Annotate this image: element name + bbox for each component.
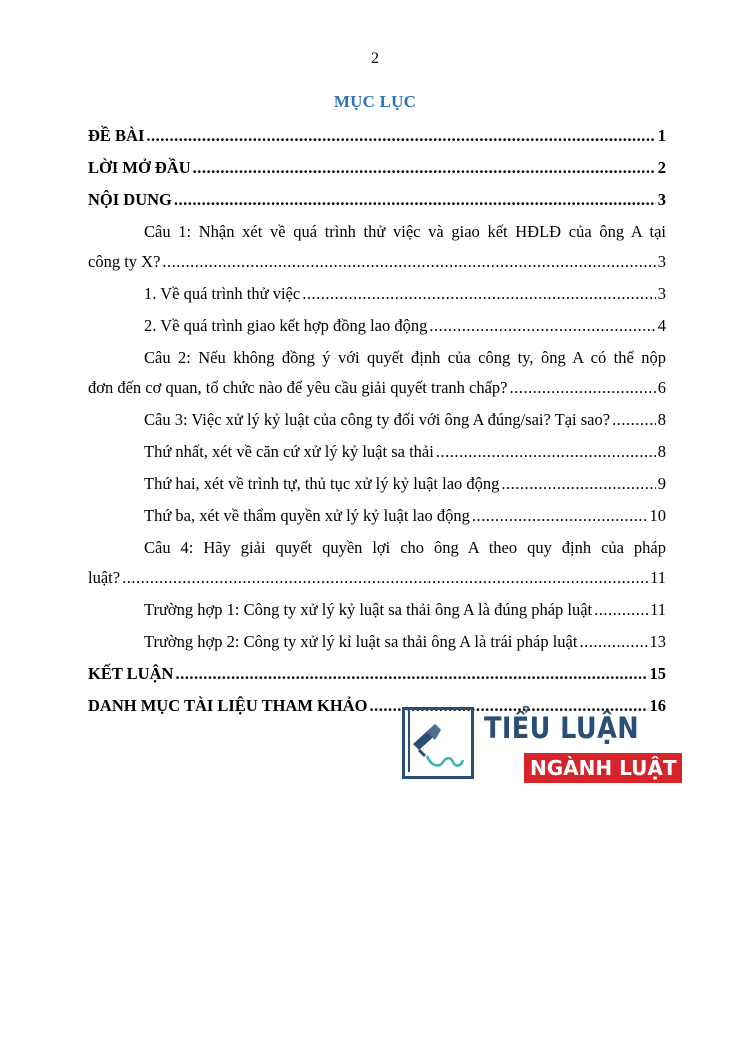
toc-entry-ket-luan[interactable] bbox=[88, 662, 666, 686]
watermark-logo bbox=[402, 707, 677, 785]
toc-entry-giao-ket-hop-dong[interactable] bbox=[88, 314, 666, 338]
toc-entry-thu-hai[interactable] bbox=[88, 472, 666, 496]
toc-entry-cau-4[interactable] bbox=[88, 536, 666, 590]
toc-entry-text: Trường hợp 2: Công ty xử lý kỉ luật sa thải ông A là trái pháp luật bbox=[144, 632, 578, 651]
toc-entry-text: Thứ hai, xét về trình tự, thủ tục xử lý kỷ luật lao động bbox=[144, 474, 500, 493]
dot-leader bbox=[436, 440, 656, 464]
toc-entry-text: KẾT LUẬN bbox=[88, 664, 174, 683]
page-number: 2 bbox=[371, 50, 379, 67]
toc-entry-cau-3[interactable] bbox=[88, 408, 666, 432]
toc-entry-text: DANH MỤC TÀI LIỆU THAM KHẢO bbox=[88, 696, 368, 715]
toc-entry-thu-ba[interactable] bbox=[88, 504, 666, 528]
toc-entry-text: NỘI DUNG bbox=[88, 190, 172, 209]
table-of-contents bbox=[88, 124, 666, 726]
dot-leader bbox=[162, 250, 655, 274]
toc-page-number: 3 bbox=[657, 284, 666, 303]
toc-entry-thu-nhat[interactable] bbox=[88, 440, 666, 464]
dot-leader bbox=[193, 156, 656, 180]
toc-entry-text-line1: Câu 1: Nhận xét về quá trình thử việc và giao kết HĐLĐ của ông A tại bbox=[144, 222, 666, 241]
toc-entry-text: LỜI MỞ ĐẦU bbox=[88, 158, 191, 177]
toc-entry-text: 1. Về quá trình thử việc bbox=[144, 284, 301, 303]
toc-page-number: 6 bbox=[657, 378, 666, 397]
toc-entry-loi-mo-dau[interactable] bbox=[88, 156, 666, 180]
toc-entry-cau-1[interactable] bbox=[88, 220, 666, 274]
toc-entry-text-line2: luật? bbox=[88, 568, 121, 587]
toc-entry-qua-trinh-thu-viec[interactable] bbox=[88, 282, 666, 306]
toc-entry-text: Trường hợp 1: Công ty xử lý kỷ luật sa thải ông A là đúng pháp luật bbox=[144, 600, 593, 619]
toc-page-number: 3 bbox=[657, 190, 666, 209]
toc-page-number: 3 bbox=[657, 252, 666, 271]
dot-leader bbox=[594, 598, 648, 622]
toc-page-number: 15 bbox=[649, 664, 666, 683]
dot-leader bbox=[146, 124, 655, 148]
pen-nib-graphic bbox=[405, 710, 471, 776]
dot-leader bbox=[174, 188, 656, 212]
dot-leader bbox=[122, 566, 648, 590]
logo-subtitle: NGÀNH LUẬT bbox=[524, 753, 682, 783]
toc-entry-text-line2: công ty X? bbox=[88, 252, 161, 271]
toc-page-number: 4 bbox=[657, 316, 666, 335]
toc-entry-text-line2: đơn đến cơ quan, tổ chức nào để yêu cầu giải quyết tranh chấp? bbox=[88, 378, 508, 397]
toc-entry-text: ĐỀ BÀI bbox=[88, 126, 145, 145]
dot-leader bbox=[175, 662, 647, 686]
toc-entry-truong-hop-1[interactable] bbox=[88, 598, 666, 622]
dot-leader bbox=[510, 376, 656, 400]
toc-entry-text-line1: Câu 2: Nếu không đồng ý với quyết định của công ty, ông A có thể nộp bbox=[144, 348, 666, 367]
toc-entry-truong-hop-2[interactable] bbox=[88, 630, 666, 654]
dot-leader bbox=[429, 314, 655, 338]
dot-leader bbox=[579, 630, 647, 654]
logo-title: TIỂU LUẬN bbox=[484, 711, 640, 745]
toc-title: MỤC LỤC bbox=[333, 92, 417, 111]
dot-leader bbox=[302, 282, 656, 306]
toc-entry-text: Câu 3: Việc xử lý kỷ luật của công ty đối với ông A đúng/sai? Tại sao? bbox=[144, 410, 611, 429]
toc-entry-noi-dung[interactable] bbox=[88, 188, 666, 212]
dot-leader bbox=[612, 408, 656, 432]
toc-page-number: 2 bbox=[657, 158, 666, 177]
toc-entry-de-bai[interactable] bbox=[88, 124, 666, 148]
toc-page-number: 10 bbox=[649, 506, 666, 525]
toc-entry-text: Thứ ba, xét về thẩm quyền xử lý kỷ luật lao động bbox=[144, 506, 470, 525]
toc-entry-cau-2[interactable] bbox=[88, 346, 666, 400]
toc-page-number: 8 bbox=[657, 410, 666, 429]
toc-page-number: 16 bbox=[649, 696, 666, 715]
toc-entry-text: 2. Về quá trình giao kết hợp đồng lao động bbox=[144, 316, 428, 335]
pen-nib-icon bbox=[402, 707, 474, 779]
toc-page-number: 11 bbox=[650, 600, 666, 619]
toc-page-number: 13 bbox=[649, 632, 666, 651]
toc-page-number: 9 bbox=[657, 474, 666, 493]
toc-page-number: 1 bbox=[657, 126, 666, 145]
toc-entry-text: Thứ nhất, xét về căn cứ xử lý kỷ luật sa thải bbox=[144, 442, 434, 461]
dot-leader bbox=[501, 472, 655, 496]
toc-entry-text-line1: Câu 4: Hãy giải quyết quyền lợi cho ông A theo quy định của pháp bbox=[144, 538, 666, 557]
dot-leader bbox=[472, 504, 648, 528]
toc-page-number: 11 bbox=[650, 568, 666, 587]
toc-page-number: 8 bbox=[657, 442, 666, 461]
